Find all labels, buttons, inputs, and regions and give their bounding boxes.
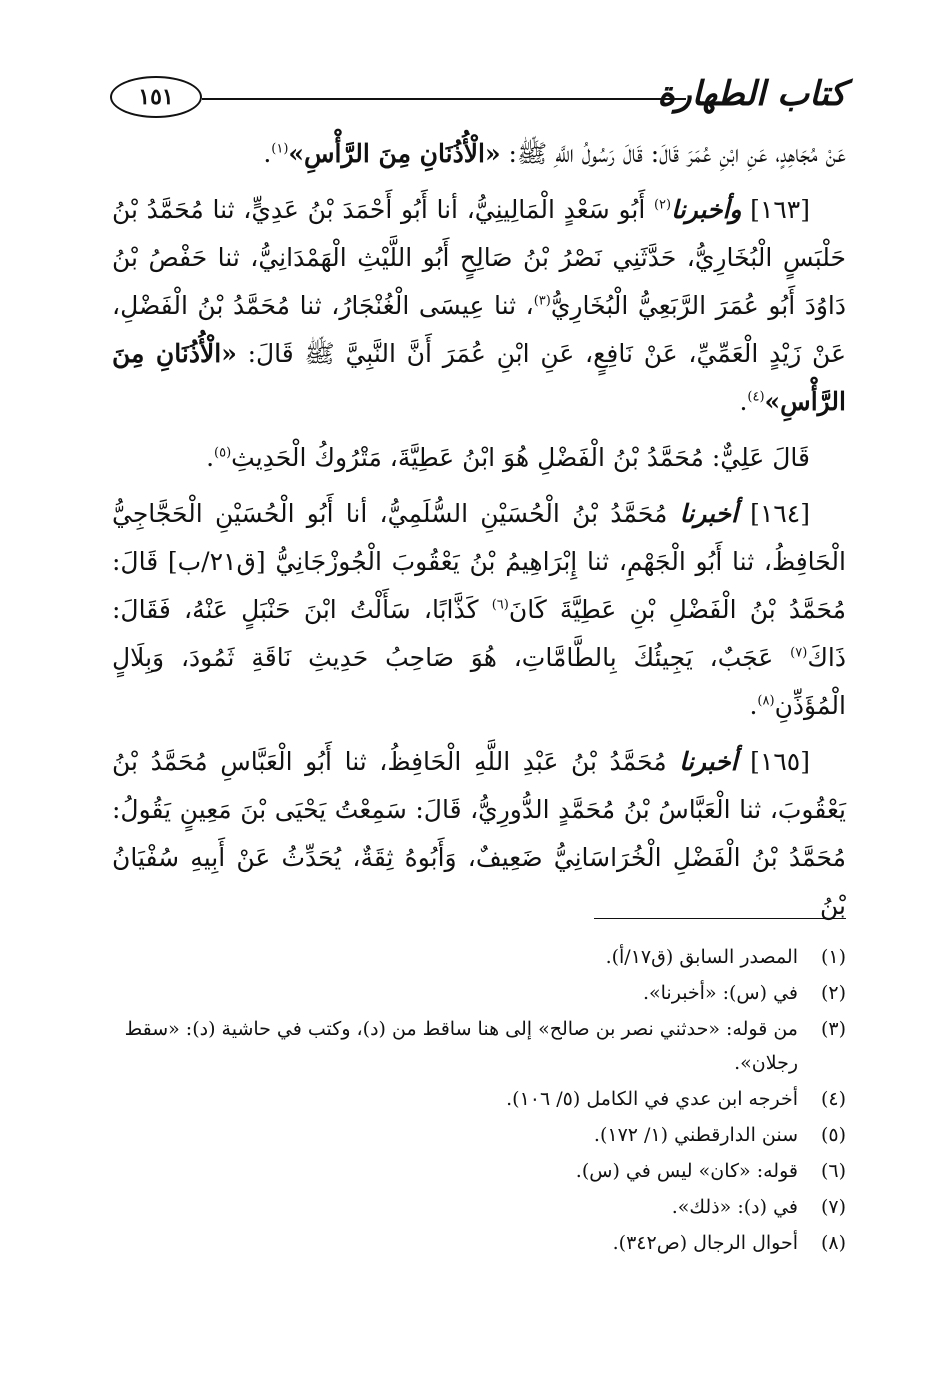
footnote-8 bbox=[110, 1226, 846, 1260]
text-run: عَنْ مُجَاهِدٍ، عَنِ ابْنِ عُمَرَ قَالَ: قَالَ رَسُولُ اللَّهِ ﷺ: bbox=[500, 139, 846, 168]
keyword: أخبرنا bbox=[679, 499, 738, 528]
footnote-number: (٧) bbox=[820, 1196, 846, 1218]
text-run: ، ثنا عِيسَى الْغُنْجَارُ، ثنا مُحَمَّدُ بْنُ الْفَضْلِ، عَنْ زَيْدٍ الْعَمِّيِّ، عَنْ نَافِعٍ، عَنِ ابْنِ عُمَرَ أَنَّ النَّبِيَّ ﷺ قَالَ: bbox=[112, 291, 846, 368]
footnote-1 bbox=[110, 940, 846, 974]
footnote-text: أخرجه ابن عدي في الكامل (٥/ ١٠٦). bbox=[506, 1088, 798, 1110]
text-run: قَالَ عَلِيٌّ: مُحَمَّدُ بْنُ الْفَضْلِ هُوَ ابْنُ عَطِيَّةَ، مَتْرُوكُ الْحَدِيثِ bbox=[231, 443, 810, 472]
text-run: . bbox=[749, 691, 758, 720]
footnote-number: (١) bbox=[820, 946, 846, 968]
footnote-text: في (س): «أخبرنا». bbox=[642, 982, 798, 1004]
paragraph-comment bbox=[112, 434, 846, 482]
footnote-ref: (٥) bbox=[214, 445, 232, 461]
book-title: كتاب الطهارة bbox=[657, 74, 846, 114]
hadith-quote: «الْأُذُنَانِ مِنَ الرَّأْسِ» bbox=[112, 339, 846, 416]
footnote-4 bbox=[110, 1082, 846, 1116]
footnote-number: (٦) bbox=[820, 1160, 846, 1182]
footnote-text: أحوال الرجال (ص٣٤٢). bbox=[612, 1232, 798, 1254]
footnote-ref: (١) bbox=[271, 141, 289, 157]
footnote-number: (٥) bbox=[820, 1124, 846, 1146]
page-header bbox=[110, 70, 846, 130]
footnote-number: (٨) bbox=[820, 1232, 846, 1254]
footnote-text: المصدر السابق (ق١٧/أ). bbox=[605, 946, 798, 968]
footnote-2 bbox=[110, 976, 846, 1010]
footnote-7 bbox=[110, 1190, 846, 1224]
text-run: كَذَّابًا، سَأَلْتُ ابْنَ حَنْبَلٍ عَنْهُ، فَقَالَ: ذَاكَ bbox=[112, 595, 846, 672]
text-run: مُحَمَّدُ بْنُ عَبْدِ اللَّهِ الْحَافِظُ، ثنا أَبُو الْعَبَّاسِ مُحَمَّدُ بْنُ يَعْقُوبَ، ثنا الْعَبَّاسُ بْنُ مُحَمَّدٍ الدُّورِيُّ، قَالَ: سَمِعْتُ يَحْيَى بْنَ مَعِينٍ يَقُولُ: مُحَمَّدُ بْنُ الْفَضْلِ الْخُرَاسَانِيُّ ضَعِيفٌ، وَأَبُوهُ ثِقَةٌ، يُحَدِّثُ عَنْ أَبِيهِ سُفْيَانُ بْنُ bbox=[112, 747, 846, 920]
hadith-number: [١٦٥] bbox=[737, 747, 811, 776]
footnote-text: سنن الدارقطني (١/ ١٧٢). bbox=[593, 1124, 798, 1146]
footnote-text: قوله: «كان» ليس في (س). bbox=[575, 1160, 798, 1182]
paragraph-continuation bbox=[112, 130, 846, 178]
text-run: مُحَمَّدُ بْنُ الْحُسَيْنِ السُّلَمِيُّ، أنا أَبُو الْحُسَيْنِ الْحَجَّاجِيُّ الْحَافِظُ، ثنا أَبُو الْجَهْمِ، ثنا إِبْرَاهِيمُ بْنُ يَعْقُوبَ الْجُوزْجَانِيُّ [ق٢١/ب] قَالَ: مُحَمَّدُ بْنُ الْفَضْلِ بْنِ عَطِيَّةَ كَانَ bbox=[112, 499, 847, 624]
text-run: . bbox=[206, 443, 215, 472]
paragraph-165 bbox=[112, 738, 846, 930]
footnote-number: (٢) bbox=[820, 982, 846, 1004]
text-run: عَجَبٌ، يَجِيئُكَ بِالطَّامَّاتِ، هُوَ صَاحِبُ حَدِيثِ نَاقَةِ ثَمُودَ، وَبِلَالٍ الْمُؤَذِّنِ bbox=[112, 643, 846, 720]
footnote-divider bbox=[594, 918, 846, 919]
hadith-number: [١٦٤] bbox=[737, 499, 810, 528]
header-rule bbox=[202, 98, 686, 100]
footnote-ref: (٧) bbox=[790, 645, 808, 661]
footnote-number: (٣) bbox=[820, 1018, 846, 1040]
footnote-5 bbox=[110, 1118, 846, 1152]
footnote-text: من قوله: «حدثني نصر بن صالح» إلى هنا ساقط من (د)، وكتب في حاشية (د): «سقط رجلان». bbox=[124, 1018, 798, 1074]
text-run: . bbox=[263, 139, 272, 168]
paragraph-163 bbox=[112, 186, 846, 426]
hadith-quote: «الْأُذُنَانِ مِنَ الرَّأْسِ» bbox=[288, 139, 501, 168]
footnote-number: (٤) bbox=[820, 1088, 846, 1110]
footnote-text: في (د): «ذلك». bbox=[671, 1196, 798, 1218]
footnote-ref: (٣) bbox=[533, 293, 551, 309]
main-text bbox=[112, 130, 846, 938]
footnote-3 bbox=[110, 1012, 846, 1080]
text-run: . bbox=[739, 387, 748, 416]
paragraph-164 bbox=[112, 490, 846, 730]
footnote-ref: (٢) bbox=[653, 197, 672, 213]
keyword: وأخبرنا bbox=[671, 195, 742, 224]
footnotes bbox=[110, 940, 846, 1262]
footnote-ref: (٤) bbox=[747, 389, 765, 405]
page-number: ١٥١ bbox=[110, 76, 202, 118]
text-run: أَبُو سَعْدٍ الْمَالِينِيُّ، أنا أَبُو أَحْمَدَ بْنُ عَدِيٍّ، ثنا مُحَمَّدُ بْنُ حَلْبَسٍ الْبُخَارِيُّ، حَدَّثَنِي نَصْرُ بْنُ صَالِحٍ أَبُو اللَّيْثِ الْهَمْدَانِيُّ، ثنا حَفْصُ بْنُ دَاوُدَ أَبُو عُمَرَ الرَّبَعِيُّ الْبُخَارِيُّ bbox=[112, 195, 846, 320]
footnote-6 bbox=[110, 1154, 846, 1188]
footnote-ref: (٦) bbox=[491, 597, 509, 613]
footnote-ref: (٨) bbox=[757, 693, 775, 709]
hadith-number: [١٦٣] bbox=[741, 195, 810, 224]
keyword: أخبرنا bbox=[679, 747, 738, 776]
